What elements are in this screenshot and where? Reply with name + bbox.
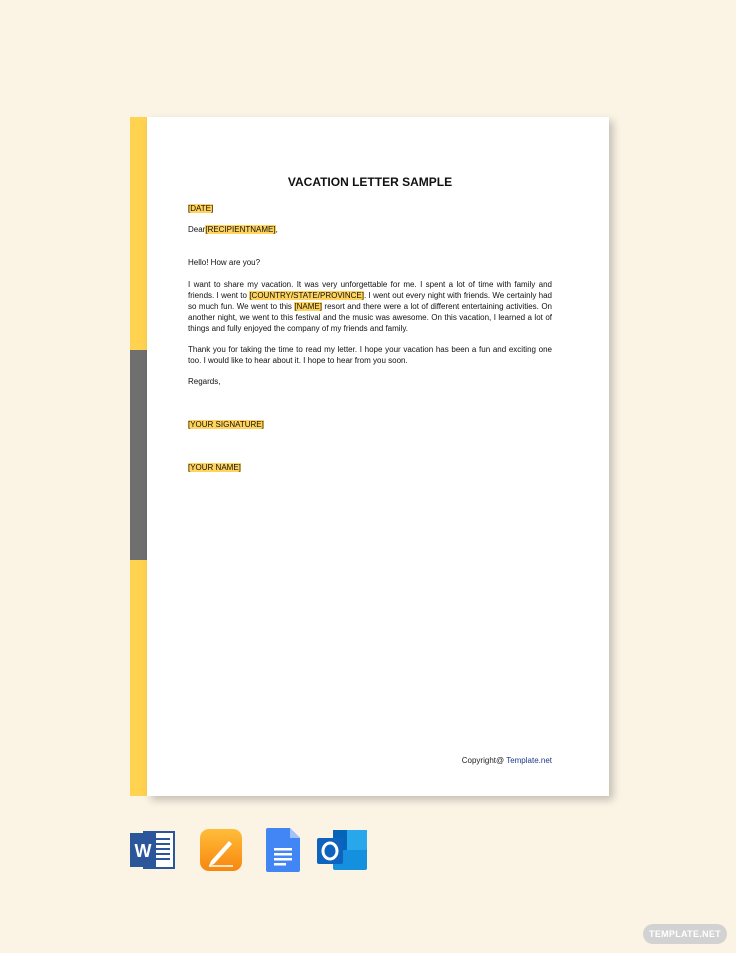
decorative-strip-yellow-bottom <box>130 560 147 796</box>
outlook-icon[interactable] <box>317 828 367 877</box>
signature-placeholder: [YOUR SIGNATURE] <box>188 420 264 429</box>
salutation-suffix: , <box>275 225 278 234</box>
salutation-prefix: Dear <box>188 225 206 234</box>
decorative-strip-yellow-top <box>130 117 147 350</box>
your-name-placeholder: [YOUR NAME] <box>188 463 241 472</box>
location-placeholder: [COUNTRY/STATE/PROVINCE] <box>249 291 364 300</box>
copyright-notice <box>462 756 552 765</box>
letter-page <box>147 117 609 796</box>
body1-text-2: . I went out every night with friends. We certainly had so much fun. We went to this <box>188 291 553 311</box>
body-paragraph-2: Thank you for taking the time to read my letter. I hope your vacation has been a fun and exciting one too. I would like to hear about it. I hope to hear from you soon. <box>188 345 552 365</box>
copyright-prefix: Copyright@ <box>461 756 505 765</box>
date-placeholder: [DATE] <box>188 204 214 213</box>
pages-icon[interactable] <box>199 828 243 877</box>
body1-text-1: I want to share my vacation. It was very unforgettable for me. I spent a lot of time with family and friends. I went to <box>188 280 552 300</box>
body1-text-3: resort and there were a lot of different entertaining activities. On another night, we went to this festival and the music was awesome. On this vacation, I learned a lot of things and fully enjoyed the company of my friends and family. <box>188 302 552 333</box>
closing: Regards, <box>188 377 221 386</box>
greeting: Hello! How are you? <box>188 258 261 267</box>
decorative-strip-gray <box>130 350 147 560</box>
template-net-watermark: TEMPLATE.NET <box>643 924 727 944</box>
word-icon[interactable] <box>130 828 176 877</box>
name-placeholder: [NAME] <box>294 302 322 311</box>
body-paragraph-1 <box>188 279 552 334</box>
salutation <box>188 224 552 235</box>
name-line <box>188 462 552 473</box>
svg-text:W: W <box>134 841 152 861</box>
date-line <box>188 203 552 214</box>
recipient-placeholder: [RECIPIENTNAME] <box>205 225 276 234</box>
google-docs-icon[interactable] <box>266 828 300 877</box>
signature-line <box>188 419 552 430</box>
copyright-brand[interactable]: Template.net <box>506 756 552 765</box>
letter-title: VACATION LETTER SAMPLE <box>287 175 453 189</box>
